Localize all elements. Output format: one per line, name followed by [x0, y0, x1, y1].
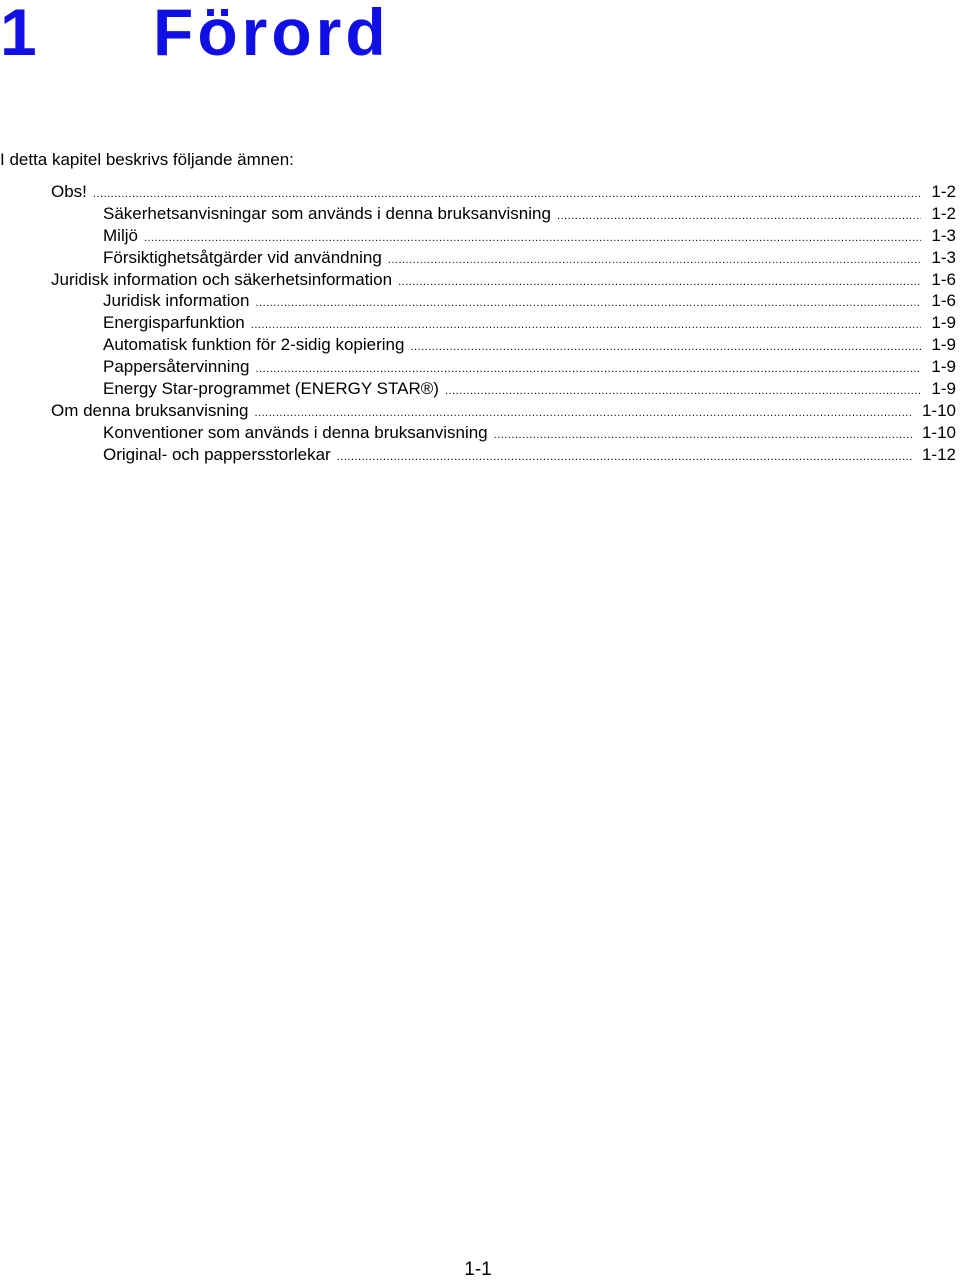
- toc-entry[interactable]: [0, 356, 960, 378]
- toc-entry[interactable]: [0, 247, 960, 269]
- toc-entry-label: Säkerhetsanvisningar som används i denna bruksanvisning: [103, 203, 551, 223]
- chapter-heading: [0, 0, 960, 70]
- toc-entry-label: Pappersåtervinning: [103, 357, 250, 377]
- toc-entry[interactable]: [0, 422, 960, 444]
- toc-entry-label: Konventioner som används i denna bruksanvisning: [103, 422, 488, 442]
- toc-entry-label: Om denna bruksanvisning: [51, 400, 249, 420]
- toc-entry[interactable]: [0, 334, 960, 356]
- toc-entry-label: Miljö: [103, 225, 138, 245]
- toc-entry-page: 1-9: [931, 313, 956, 333]
- toc-entry-page: 1-6: [931, 269, 956, 289]
- toc-entry-label: Energisparfunktion: [103, 313, 245, 333]
- toc-dot-leader: [388, 250, 922, 269]
- toc-entry[interactable]: [0, 290, 960, 312]
- toc-entry-page: 1-3: [931, 225, 956, 245]
- toc-entry-label: Energy Star-programmet (ENERGY STAR®): [103, 379, 439, 399]
- toc-entry[interactable]: [0, 269, 960, 291]
- table-of-contents: [0, 181, 960, 466]
- toc-entry-page: 1-10: [921, 400, 956, 420]
- toc-entry-label: Juridisk information: [103, 291, 250, 311]
- toc-dot-leader: [557, 206, 921, 225]
- toc-entry-page: 1-2: [931, 182, 956, 201]
- toc-entry-label: Juridisk information och säkerhetsinformation: [51, 269, 393, 289]
- toc-entry-label: Försiktighetsåtgärder vid användning: [103, 247, 382, 267]
- toc-dot-leader: [251, 315, 922, 334]
- toc-dot-leader: [494, 425, 912, 444]
- toc-entry-page: 1-9: [931, 335, 956, 355]
- toc-dot-leader: [144, 228, 921, 247]
- toc-dot-leader: [410, 337, 921, 356]
- toc-entry[interactable]: [0, 312, 960, 334]
- toc-entry-page: 1-9: [931, 379, 956, 399]
- toc-entry-page: 1-2: [931, 203, 956, 223]
- toc-entry-label: Automatisk funktion för 2-sidig kopiering: [103, 335, 405, 355]
- page-number-label: 1-1: [464, 1259, 492, 1280]
- toc-dot-leader: [398, 272, 921, 291]
- intro-text: I detta kapitel beskrivs följande ämnen:: [0, 150, 294, 169]
- toc-entry[interactable]: [0, 225, 960, 247]
- toc-dot-leader: [255, 359, 921, 378]
- toc-entry-page: 1-10: [921, 422, 956, 442]
- toc-entry-page: 1-9: [931, 357, 956, 377]
- toc-dot-leader: [255, 403, 912, 422]
- toc-dot-leader: [337, 447, 912, 466]
- toc-entry-page: 1-12: [921, 444, 956, 464]
- chapter-title: Förord: [153, 0, 390, 69]
- toc-dot-leader: [255, 293, 921, 312]
- toc-entry[interactable]: [0, 400, 960, 422]
- toc-dot-leader: [445, 381, 921, 400]
- toc-entry-label: Obs!: [51, 182, 87, 201]
- toc-entry[interactable]: [0, 203, 960, 225]
- chapter-number: 1: [0, 0, 41, 69]
- toc-entry-page: 1-3: [931, 247, 956, 267]
- toc-entry[interactable]: [0, 181, 960, 203]
- toc-entry-label: Original- och pappersstorlekar: [103, 444, 331, 464]
- page-number: [0, 1258, 960, 1282]
- toc-entry[interactable]: [0, 444, 960, 466]
- toc-entry[interactable]: [0, 378, 960, 400]
- toc-entry-page: 1-6: [931, 291, 956, 311]
- toc-dot-leader: [93, 184, 922, 203]
